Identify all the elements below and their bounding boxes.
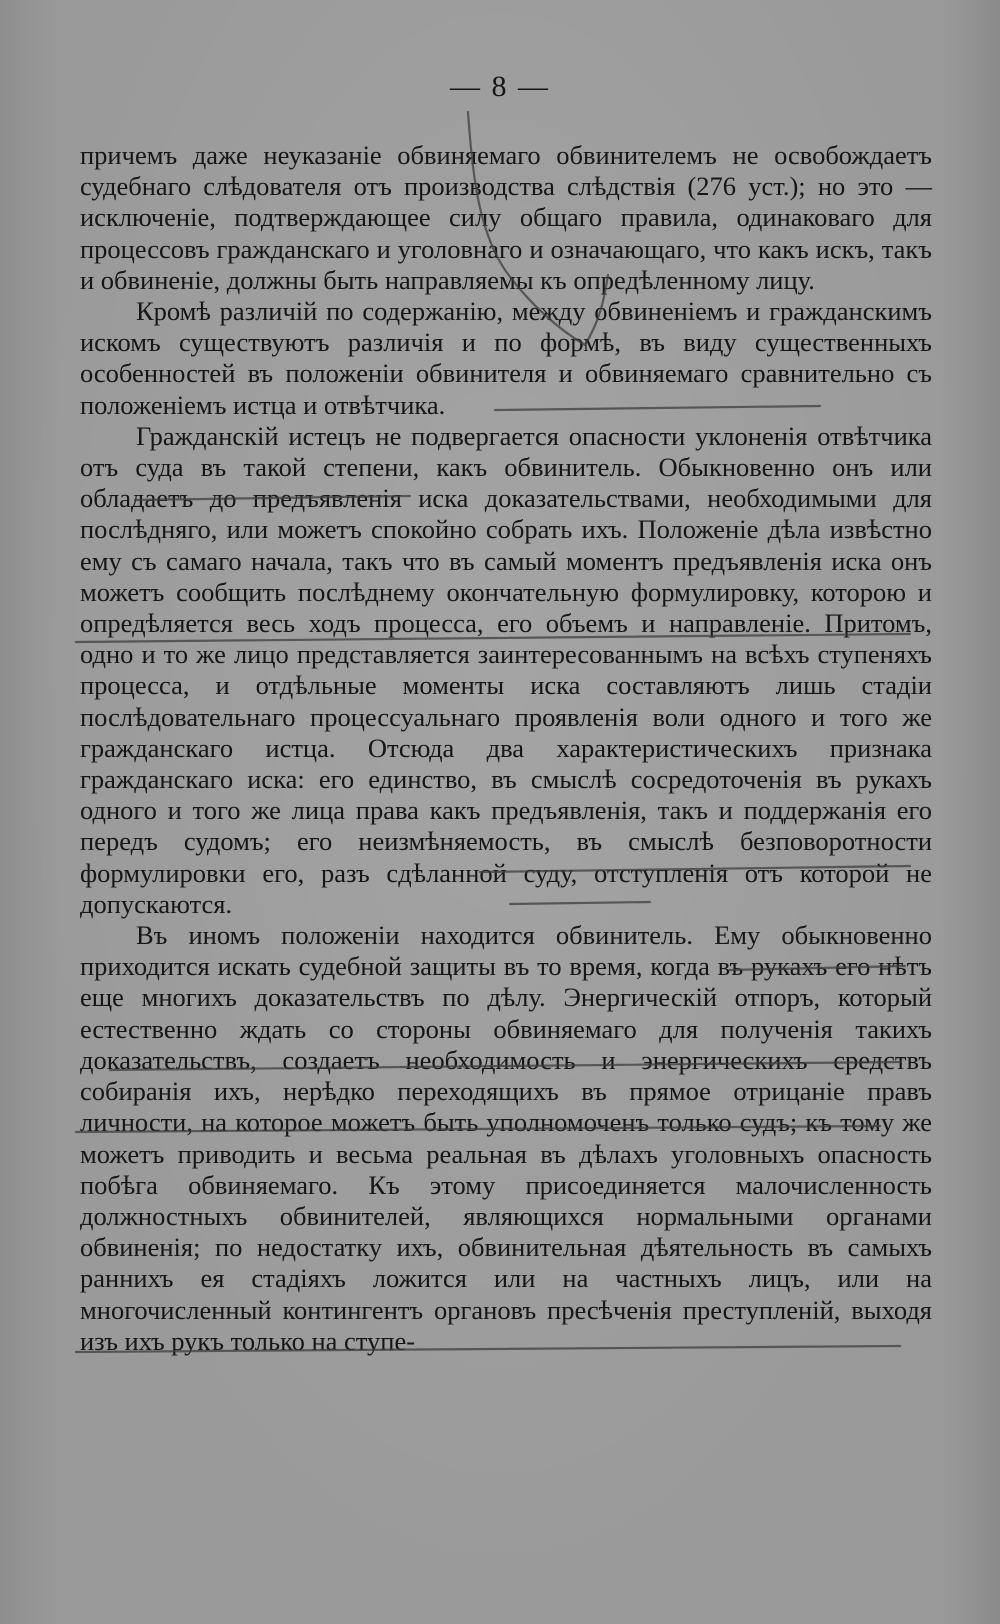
body-text xyxy=(80,140,932,1357)
paragraph-4: Въ иномъ положеніи находится обвинитель. Ему обыкновенно приходится искать судебной защиты въ то время, когда въ рукахъ его нѣтъ еще многихъ доказательствъ по дѣлу. Энергическій отпоръ, который естественно ждать со стороны обвиняемаго для полученія такихъ доказательствъ, создаетъ необходимость и энергическихъ средствъ собиранія ихъ, нерѣдко переходящихъ въ прямое отрицаніе правъ личности, на которое можетъ быть уполномоченъ только судъ; къ тому же можетъ приводить и весьма реальная въ дѣлахъ уголовныхъ опасность побѣга обвиняемаго. Къ этому присоединяется малочисленность должностныхъ обвинителей, являющихся нормальными органами обвиненія; по недостатку ихъ, обвинительная дѣятельность въ самыхъ раннихъ ея стадіяхъ ложится или на частныхъ лицъ, или на многочисленный контингентъ органовъ пресѣченія преступленій, выходя изъ ихъ рукъ только на ступе- xyxy=(80,920,932,1356)
page-number: — 8 — xyxy=(450,70,550,103)
paragraph-2: Кромѣ различій по содержанію, между обвиненіемъ и гражданскимъ искомъ существуютъ различія и по формѣ, въ виду существенныхъ особенностей въ положеніи обвинителя и обвиняемаго сравнительно съ положеніемъ истца и отвѣтчика. xyxy=(80,296,932,420)
paragraph-3: Гражданскій истецъ не подвергается опасности уклоненія отвѣтчика отъ суда въ такой степени, какъ обвинитель. Обыкновенно онъ или обладаетъ до предъявленія иска доказательствами, необходимыми для послѣдняго, или можетъ спокойно собрать ихъ. Положеніе дѣла извѣстно ему съ самаго начала, такъ что въ самый моментъ предъявленія иска онъ можетъ сообщить послѣднему окончательную формулировку, которою и опредѣляется весь ходъ процесса, его объемъ и направленіе. Притомъ, одно и то же лицо представляется заинтересованнымъ на всѣхъ ступеняхъ процесса, и отдѣльные моменты иска составляютъ лишь стадіи послѣдовательнаго процессуальнаго проявленія воли одного и того же гражданскаго истца. Отсюда два характеристическихъ признака гражданскаго иска: его единство, въ смыслѣ сосредоточенія въ рукахъ одного и того же лица права какъ предъявленія, такъ и поддержанія его передъ судомъ; его неизмѣняемость, въ смыслѣ безповоротности формулировки его, разъ сдѣланной суду, отступленія отъ которой не допускаются. xyxy=(80,420,932,919)
paragraph-1: причемъ даже неуказаніе обвиняемаго обвинителемъ не освобождаетъ судебнаго слѣдователя отъ производства слѣдствія (276 уст.); но это — исключеніе, подтверждающее силу общаго правила, одинаковаго для процессовъ гражданскаго и уголовнаго и означающаго, что какъ искъ, такъ и обвиненіе, должны быть направляемы къ опредѣленному лицу. xyxy=(80,140,932,295)
